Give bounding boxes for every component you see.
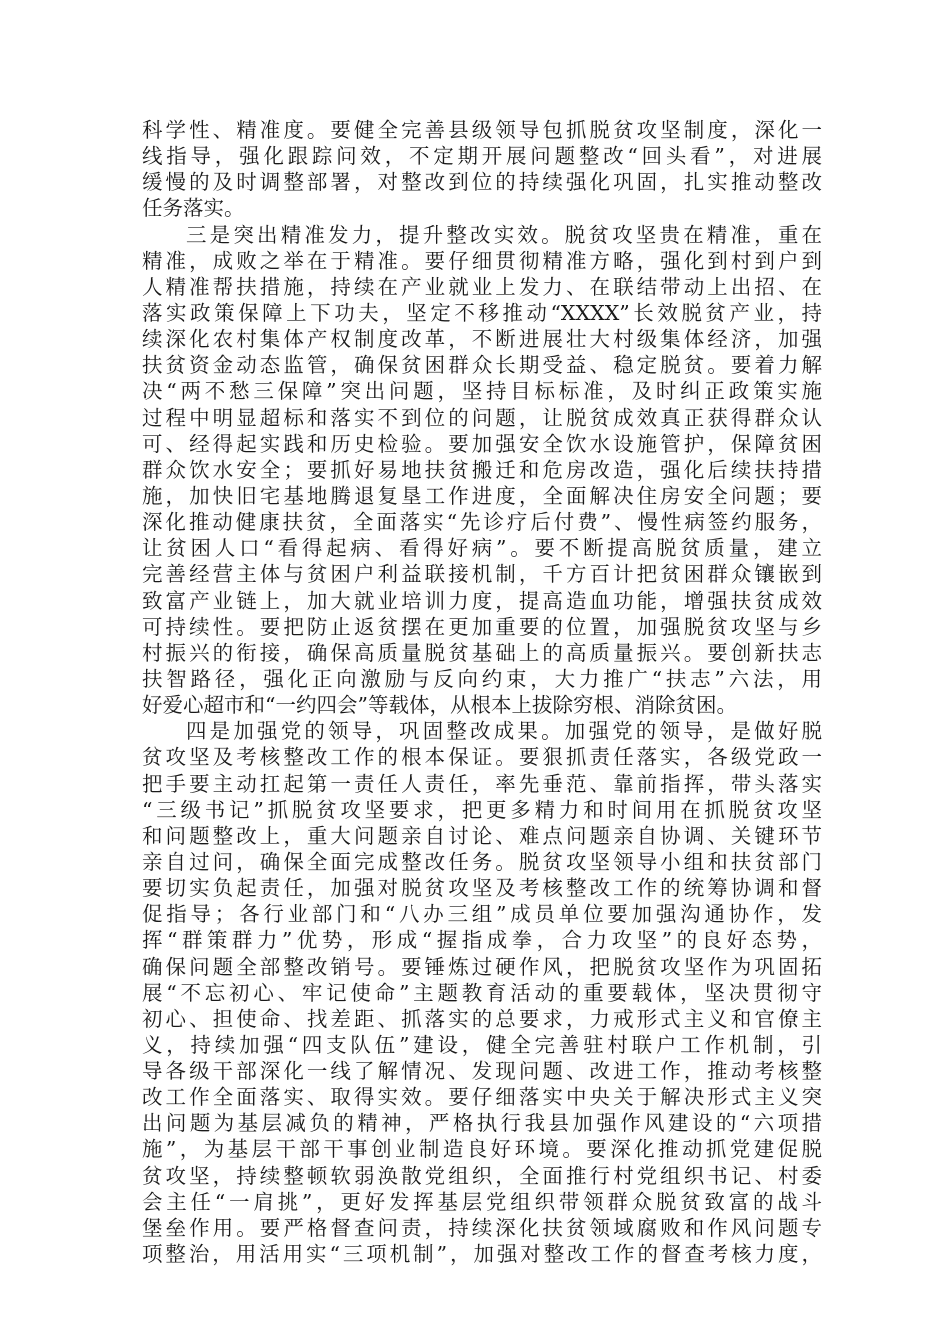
text-line: 挥“群策群力”优势，形成“握指成拳，合力攻坚”的良好态势， [142, 928, 822, 953]
text-line: 决“两不愁三保障”突出问题，坚持目标标准，及时纠正政策实施 [142, 379, 822, 404]
text-line: 亲自过问，确保全面完成整改任务。脱贫攻坚领导小组和扶贫部门 [142, 849, 822, 874]
text-line: “三级书记”抓脱贫攻坚要求，把更多精力和时间用在抓脱贫攻坚 [142, 797, 822, 822]
text-line: 村振兴的衔接，确保高质量脱贫基础上的高质量振兴。要创新扶志 [142, 640, 822, 665]
text-line: 和问题整改上，重大问题亲自讨论、难点问题亲自协调、关键环节 [142, 823, 822, 848]
text-line: 深化推动健康扶贫，全面落实“先诊疗后付费”、慢性病签约服务， [142, 510, 822, 535]
text-line: 确保问题全部整改销号。要锤炼过硬作风，把脱贫攻坚作为巩固拓 [142, 954, 822, 979]
text-line: 施，加快旧宅基地腾退复垦工作进度，全面解决住房安全问题；要 [142, 483, 822, 508]
text-line: 把手要主动扛起第一责任人责任，率先垂范、靠前指挥，带头落实 [142, 771, 822, 796]
text-line: 展“不忘初心、牢记使命”主题教育活动的重要载体，坚决贯彻守 [142, 980, 822, 1005]
text-line: 三是突出精准发力，提升整改实效。脱贫攻坚贵在精准，重在 [186, 222, 822, 247]
text-line: 精准，成败之举在于精准。要仔细贯彻精准方略，强化到村到户到 [142, 248, 822, 273]
text-line: 贫攻坚及考核整改工作的根本保证。要狠抓责任落实，各级党政一 [142, 745, 822, 770]
text-line: 可持续性。要把防止返贫摆在更加重要的位置，加强脱贫攻坚与乡 [142, 614, 822, 639]
text-line: 续深化农村集体产权制度改革，不断进展壮大村级集体经济，加强 [142, 327, 822, 352]
text-line: 科学性、精准度。要健全完善县级领导包抓脱贫攻坚制度，深化一 [142, 118, 822, 142]
text-line: 义，持续加强“四支队伍”建设，健全完善驻村联户工作机制，引 [142, 1032, 822, 1057]
text-line: 初心、担使命、找差距、抓落实的总要求，力戒形式主义和官僚主 [142, 1006, 822, 1031]
text-line: 出问题为基层减负的精神，严格执行我县加强作风建设的“六项措 [142, 1111, 822, 1136]
text-line: 堡垒作用。要严格督查问责，持续深化扶贫领域腐败和作风问题专 [142, 1215, 822, 1240]
text-line: 过程中明显超标和落实不到位的问题，让脱贫成效真正获得群众认 [142, 405, 822, 430]
text-line: 任务落实。 [142, 196, 245, 221]
text-line: 施”，为基层干部干事创业制造良好环境。要深化推动抓党建促脱 [142, 1137, 822, 1162]
text-line: 要切实负起责任，加强对脱贫攻坚及考核整改工作的统筹协调和督 [142, 876, 822, 901]
text-line: 促指导；各行业部门和“八办三组”成员单位要加强沟通协作，发 [142, 902, 822, 927]
text-line: 四是加强党的领导，巩固整改成果。加强党的领导，是做好脱 [186, 719, 822, 744]
text-line: 改工作全面落实、取得实效。要仔细落实中央关于解决形式主义突 [142, 1085, 822, 1110]
text-line: 贫攻坚，持续整顿软弱涣散党组织，全面推行村党组织书记、村委 [142, 1163, 822, 1188]
text-line: 完善经营主体与贫困户利益联接机制，千方百计把贫困群众镶嵌到 [142, 562, 822, 587]
text-line: 导各级干部深化一线了解情况、发现问题、改进工作，推动考核整 [142, 1059, 822, 1084]
text-line: 致富产业链上，加大就业培训力度，提高造血功能，增强扶贫成效 [142, 588, 822, 613]
text-line: 好爱心超市和“一约四会”等载体，从根本上拔除穷根、消除贫困。 [142, 693, 737, 718]
text-line: 会主任“一肩挑”，更好发挥基层党组织带领群众脱贫致富的战斗 [142, 1189, 822, 1214]
text-line: 落实政策保障上下功夫，坚定不移推动“XXXX”长效脱贫产业，持 [142, 300, 822, 325]
text-line: 群众饮水安全；要抓好易地扶贫搬迁和危房改造，强化后续扶持措 [142, 457, 822, 482]
text-line: 扶智路径，强化正向激励与反向约束，大力推广“扶志”六法，用 [142, 666, 822, 691]
text-line: 项整治，用活用实“三项机制”，加强对整改工作的督查考核力度， [142, 1242, 822, 1267]
text-line: 让贫困人口“看得起病、看得好病”。要不断提高脱贫质量，建立 [142, 536, 822, 561]
text-line: 可、经得起实践和历史检验。要加强安全饮水设施管护，保障贫困 [142, 431, 822, 456]
text-line: 线指导，强化跟踪问效，不定期开展问题整改“回头看”，对进展 [142, 144, 822, 169]
document-body [142, 117, 822, 1267]
text-line: 缓慢的及时调整部署，对整改到位的持续强化巩固，扎实推动整改 [142, 170, 822, 195]
text-line: 人精准帮扶措施，持续在产业就业上发力、在联结带动上出招、在 [142, 274, 822, 299]
text-line: 扶贫资金动态监管，确保贫困群众长期受益、稳定脱贫。要着力解 [142, 353, 822, 378]
